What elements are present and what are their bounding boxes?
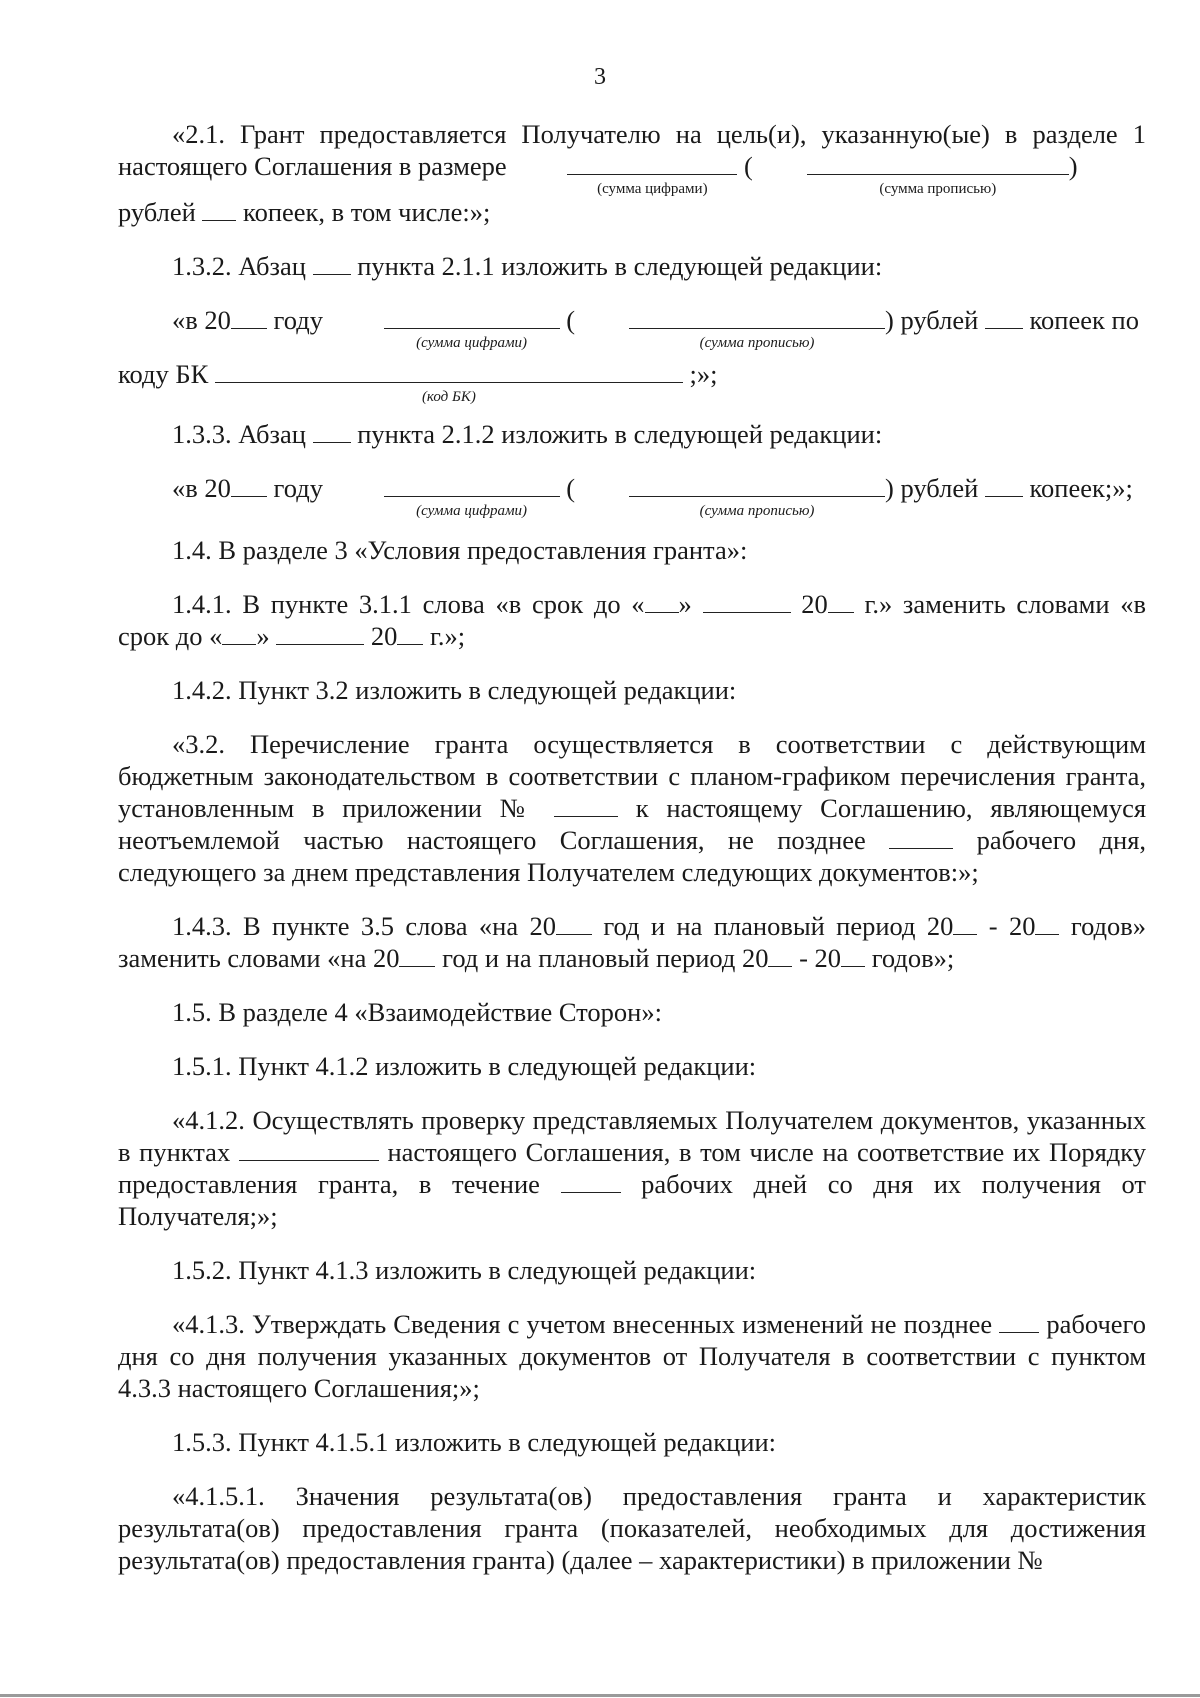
blank-amount-digits	[330, 472, 560, 519]
text: «4.1.2. Осуществлять проверку представляемых Получателем документов, указанных в пунктах	[118, 1105, 1146, 1167]
blank-amount-digits	[513, 150, 737, 197]
text: (	[566, 305, 576, 335]
text: рублей	[118, 197, 196, 227]
text: рабочих дней со дня их получения от Получателя;»;	[118, 1169, 1147, 1231]
text: году	[273, 305, 323, 335]
blank-amount-words	[575, 472, 885, 519]
hint-amount-words: (сумма прописью)	[699, 335, 815, 351]
paragraph-2-1	[118, 118, 1146, 197]
text: копеек, в том числе:»;	[243, 197, 491, 227]
text: ) рублей	[885, 473, 979, 503]
text: «4.1.3. Утверждать Сведения с учетом внесенных изменений не позднее	[172, 1309, 993, 1339]
blank	[222, 622, 256, 645]
blank	[703, 590, 791, 613]
text: 1.4.3. В пункте 3.5 слова «на 20	[172, 911, 556, 941]
document-body	[118, 118, 1146, 1598]
paragraph-year-1	[118, 304, 1146, 351]
text: рабочего дня, следующего за днем представления Получателем следующих документов:»;	[118, 825, 1147, 887]
text: «в 20	[172, 473, 231, 503]
text: 1.4.1. В пункте 3.1.1 слова «в срок до «	[172, 589, 645, 619]
text: (	[566, 473, 576, 503]
blank	[953, 912, 977, 935]
text: годов» заменить словами «на 20	[118, 911, 1147, 973]
scan-edge	[0, 1694, 1200, 1697]
blank	[985, 306, 1023, 329]
paragraph-4-1-3	[118, 1308, 1146, 1404]
text: »	[678, 589, 692, 619]
text: году	[273, 473, 323, 503]
text: рабочего дня со дня получения указанных документов от Получателя в соответствии с пунктом 4.3.3 настоящего Соглашения;»;	[118, 1309, 1146, 1403]
text: год и на плановый период 20	[442, 943, 769, 973]
text: »	[256, 621, 270, 651]
blank	[999, 1310, 1039, 1333]
paragraph-4-1-2	[118, 1104, 1146, 1232]
text: пункта 2.1.2 изложить в следующей редакции:	[357, 419, 883, 449]
blank	[397, 622, 423, 645]
text: «в 20	[172, 305, 231, 335]
hint-code-bk: (код БК)	[421, 389, 476, 405]
text: «2.1. Грант предоставляется Получателю на цель(и), указанную(ые) в разделе 1 настоящего Соглашения в размере	[118, 119, 1146, 181]
text: ) рублей	[885, 305, 979, 335]
blank	[313, 420, 351, 443]
text: 20	[370, 621, 398, 651]
text: к настоящему Соглашению, являющемуся неотъемлемой частью настоящего Соглашения, не позднее	[118, 793, 1147, 855]
hint-amount-digits: (сумма цифрами)	[597, 181, 708, 197]
paragraph-1-5: 1.5. В разделе 4 «Взаимодействие Сторон»:	[172, 997, 662, 1027]
page-number: 3	[594, 64, 606, 90]
blank-amount-words	[575, 304, 885, 351]
text: 1.3.2. Абзац	[172, 251, 306, 281]
text: годов»;	[871, 943, 955, 973]
text: г.» заменить словами «в срок до «	[118, 589, 1147, 651]
paragraph-2-1-cont	[118, 196, 1146, 228]
paragraph-1-3-2	[118, 250, 1146, 282]
text: год и на плановый период 20	[603, 911, 954, 941]
blank	[202, 198, 236, 221]
text: - 20	[988, 911, 1036, 941]
blank	[239, 1138, 379, 1161]
blank	[276, 622, 364, 645]
blank	[985, 474, 1023, 497]
text: - 20	[799, 943, 842, 973]
blank	[399, 944, 435, 967]
blank	[1035, 912, 1059, 935]
blank	[231, 474, 267, 497]
blank	[828, 590, 854, 613]
paragraph-1-4-2: 1.4.2. Пункт 3.2 изложить в следующей редакции:	[172, 675, 737, 705]
blank-amount-words	[753, 150, 1069, 197]
text: (	[743, 151, 753, 181]
text: пункта 2.1.1 изложить в следующей редакции:	[357, 251, 883, 281]
text: г.»;	[430, 621, 466, 651]
paragraph-4-1-5-1: «4.1.5.1. Значения результата(ов) предоставления гранта и характеристик результата(ов) предоставления гранта (показателей, необходимых для достижения результата(ов) предоставления гранта) (далее – характеристики) в приложении №	[118, 1481, 1146, 1575]
blank	[554, 794, 618, 817]
blank	[889, 826, 953, 849]
blank	[231, 306, 267, 329]
paragraph-3-2	[118, 728, 1146, 888]
paragraph-1-3-3	[118, 418, 1146, 450]
paragraph-1-4-1	[118, 588, 1146, 652]
blank	[645, 590, 679, 613]
text: ;»;	[689, 359, 718, 389]
hint-amount-digits: (сумма цифрами)	[416, 503, 528, 519]
paragraph-1-5-2: 1.5.2. Пункт 4.1.3 изложить в следующей редакции:	[172, 1255, 757, 1285]
paragraph-1-5-1: 1.5.1. Пункт 4.1.2 изложить в следующей редакции:	[172, 1051, 757, 1081]
hint-amount-words: (сумма прописью)	[879, 181, 997, 197]
text: «3.2. Перечисление гранта осуществляется в соответствии с действующим бюджетным законодательством в соответствии с планом-графиком перечисления гранта, установленным в приложении №	[118, 729, 1146, 823]
text: 20	[801, 589, 828, 619]
hint-amount-words: (сумма прописью)	[699, 503, 815, 519]
blank	[313, 252, 351, 275]
hint-amount-digits: (сумма цифрами)	[416, 335, 528, 351]
text: копеек по	[1029, 305, 1139, 335]
text: )	[1068, 151, 1078, 181]
blank	[841, 944, 865, 967]
blank	[768, 944, 792, 967]
paragraph-1-4: 1.4. В разделе 3 «Условия предоставления гранта»:	[172, 535, 748, 565]
text: коду БК	[118, 359, 209, 389]
blank	[556, 912, 592, 935]
text: копеек;»;	[1029, 473, 1133, 503]
text: настоящего Соглашения, в том числе на соответствие их Порядку предоставления гранта, в течение	[118, 1137, 1146, 1199]
blank	[561, 1170, 621, 1193]
paragraph-year-2	[118, 472, 1146, 519]
paragraph-code-bk	[118, 358, 1146, 405]
blank-code-bk	[215, 358, 683, 405]
paragraph-1-5-3: 1.5.3. Пункт 4.1.5.1 изложить в следующей редакции:	[172, 1427, 777, 1457]
blank-amount-digits	[330, 304, 560, 351]
paragraph-1-4-3	[118, 910, 1146, 974]
text: 1.3.3. Абзац	[172, 419, 306, 449]
